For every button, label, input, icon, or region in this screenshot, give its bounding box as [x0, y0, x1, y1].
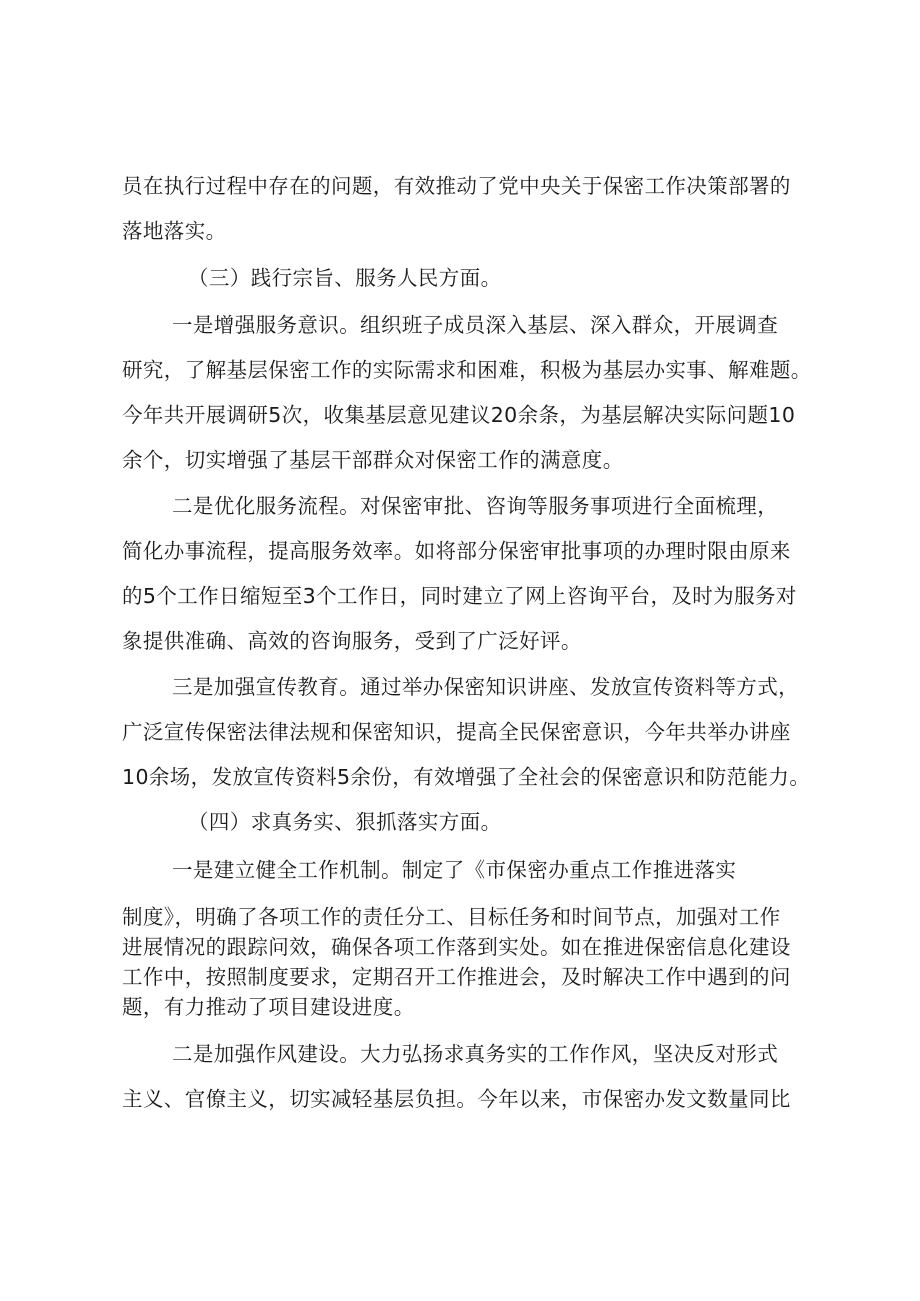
paragraph-first-line: 三是加强宣传教育。通过举办保密知识讲座、发放宣传资料等方式，	[172, 675, 799, 699]
section-heading-3: （三）践行宗旨、服务人民方面。	[188, 266, 502, 290]
paragraph-first-line: 一是建立健全工作机制。制定了《市保密办重点工作推进落实	[172, 858, 737, 882]
body-text-line: 广泛宣传保密法律法规和保密知识，提高全民保密意识，今年共举办讲座	[122, 720, 791, 744]
body-text-line: 10余场，发放宣传资料5余份，有效增强了全社会的保密意识和防范能力。	[122, 765, 811, 789]
body-text-line: 象提供准确、高效的咨询服务，受到了广泛好评。	[122, 629, 582, 653]
body-text-line: 简化办事流程，提高服务效率。如将部分保密审批事项的办理时限由原来	[122, 539, 791, 563]
body-text-line: 今年共开展调研5次，收集基层意见建议20余条，为基层解决实际问题10	[122, 403, 796, 427]
body-text-line: 题，有力推动了项目建设进度。	[122, 995, 415, 1019]
body-text-line: 制度》，明确了各项工作的责任分工、目标任务和时间节点，加强对工作	[122, 905, 781, 929]
paragraph-first-line: 二是加强作风建设。大力弘扬求真务实的工作作风，坚决反对形式	[172, 1042, 779, 1066]
body-text-line: 落地落实。	[122, 219, 227, 243]
paragraph-first-line: 二是优化服务流程。对保密审批、咨询等服务事项进行全面梳理，	[172, 494, 779, 518]
body-text-line: 的5个工作日缩短至3个工作日，同时建立了网上咨询平台，及时为服务对	[122, 584, 797, 608]
body-text-line: 余个，切实增强了基层干部群众对保密工作的满意度。	[122, 448, 624, 472]
body-text-line: 研究，了解基层保密工作的实际需求和困难，积极为基层办实事、解难题。	[122, 358, 812, 382]
body-text-line: 工作中，按照制度要求，定期召开工作推进会，及时解决工作中遇到的问	[122, 965, 791, 989]
section-heading-4: （四）求真务实、狠抓落实方面。	[188, 810, 502, 834]
body-text-line: 主义、官僚主义，切实减轻基层负担。今年以来，市保密办发文数量同比	[122, 1087, 791, 1111]
body-text-line: 员在执行过程中存在的问题，有效推动了党中央关于保密工作决策部署的	[122, 174, 791, 198]
body-text-line: 进展情况的跟踪问效，确保各项工作落到实处。如在推进保密信息化建设	[122, 935, 791, 959]
paragraph-first-line: 一是增强服务意识。组织班子成员深入基层、深入群众，开展调查	[172, 313, 779, 337]
